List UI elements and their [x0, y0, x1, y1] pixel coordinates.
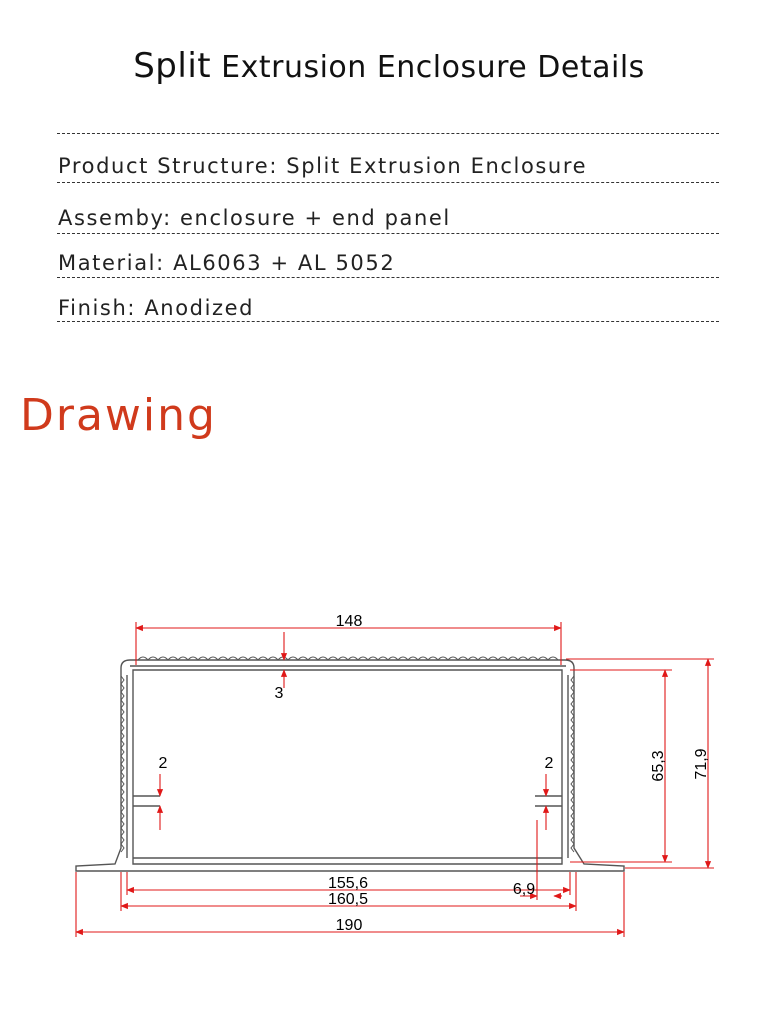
dim-label-total-height: 71,9: [693, 748, 710, 780]
inner-cavity: [133, 670, 562, 864]
dim-label-inner-width: 155,6: [327, 875, 369, 892]
dim-label-top-width: 148: [335, 613, 363, 630]
separator: [57, 182, 719, 183]
separator: [57, 277, 719, 278]
dim-label-wall-top: 3: [274, 685, 284, 702]
spec-value: Split Extrusion Enclosure: [286, 154, 588, 178]
drawing-heading: Drawing: [20, 390, 217, 441]
spec-value: AL6063 + AL 5052: [173, 251, 396, 275]
title-first-word: Split: [133, 46, 212, 86]
left-rail: [133, 796, 160, 806]
page-title: [0, 46, 778, 86]
spec-separator: :: [156, 251, 174, 275]
separator: [57, 321, 719, 322]
spec-assembly: [58, 206, 451, 230]
dim-label-total-width: 190: [335, 917, 363, 934]
spec-value: Anodized: [144, 296, 255, 320]
spec-label: Finish: [58, 296, 128, 320]
spec-label: Material: [58, 251, 157, 275]
dim-label-inner-height: 65,3: [650, 750, 667, 782]
dim-label-rail-left: 2: [158, 755, 168, 772]
spec-label: Product Structure: [58, 154, 270, 178]
dim-label-rail-right: 2: [544, 755, 554, 772]
dim-label-flange: 6,9: [512, 881, 536, 898]
spec-separator: :: [269, 154, 287, 178]
spec-material: [58, 251, 395, 275]
spec-finish: [58, 296, 254, 320]
spec-product-structure: [58, 154, 587, 178]
enclosure-technical-drawing: [0, 600, 778, 960]
spec-separator: :: [127, 296, 145, 320]
title-rest: Extrusion Enclosure Details: [221, 50, 645, 85]
spec-value: enclosure + end panel: [180, 206, 451, 230]
right-rail: [535, 796, 562, 806]
dim-label-outer-width: 160,5: [327, 891, 369, 908]
separator: [57, 133, 719, 134]
ribs-group: [121, 657, 574, 852]
spec-separator: :: [163, 206, 181, 230]
spec-label: Assemby: [58, 206, 164, 230]
separator: [57, 233, 719, 234]
